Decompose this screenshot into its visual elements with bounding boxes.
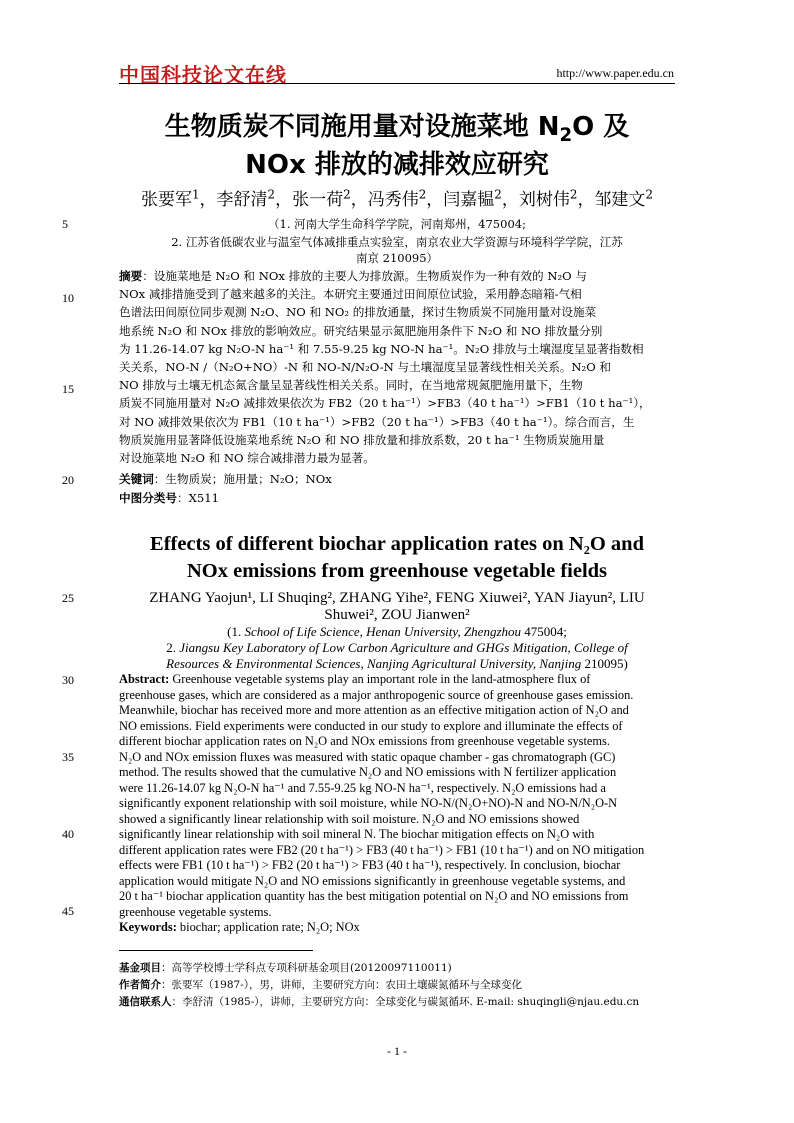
line-number: 10: [62, 291, 74, 305]
abstract-cn-line: 质炭不同施用量对 N₂O 减排效果依次为 FB2（20 t ha⁻¹）>FB3（40 t ha⁻¹）>FB1（10 t ha⁻¹），: [119, 396, 651, 411]
abstract-en-line: effects were FB1 (10 t ha⁻¹) > FB2 (20 t ha⁻¹) > FB3 (40 t ha⁻¹), respectively. In conclusion, biochar: [119, 858, 621, 872]
affiliation-cn-2b: 南京 210095）: [355, 251, 439, 265]
keywords-cn: 关键词：生物质炭；施用量；N₂O；NOx: [119, 472, 332, 486]
abstract-en-line: greenhouse vegetable systems.: [119, 904, 272, 919]
line-number: 25: [62, 591, 74, 605]
abstract-cn-line: 物质炭施用显著降低设施菜地系统 N₂O 和 NO 排放量和排放系数，20 t ha⁻¹ 生物质炭施用量: [119, 432, 605, 447]
abstract-cn-line: 对设施菜地 N₂O 和 NO 综合减排潜力最为显著。: [119, 451, 375, 466]
line-number: 5: [62, 217, 68, 231]
title-cn-line1: 生物质炭不同施用量对设施菜地 $N_2O$ 及: [164, 112, 630, 147]
author-cn: 邹建文$^2$: [594, 187, 654, 210]
affiliation-cn-2: 2. 江苏省低碳农业与温室气体减排重点实验室，南京农业大学资源与环境科学学院，江苏: [171, 235, 623, 249]
abstract-en-line: 20 t ha⁻¹ biochar application quantity has the best mitigation potential on N₂O and NO emissions from: [119, 889, 629, 903]
authors-en-line1: ZHANG Yaojun¹, LI Shuqing², ZHANG Yihe², FENG Xiuwei², YAN Jiayun², LIU: [149, 590, 645, 606]
footnote-divider: [119, 950, 313, 951]
affiliation-en-2b: Resources & Environmental Sciences, Nanjing Agricultural University, Nanjing 210095): [166, 656, 628, 671]
abstract-cn-line: 摘要：设施菜地是 N₂O 和 NOx 排放的主要人为排放源。生物质炭作为一种有效的 N₂O 与: [119, 269, 587, 283]
authors-cn: 张要军$^1$，李舒清$^2$，张一荷$^2$，冯秀伟$^2$，闫嘉韫$^2$，刘树伟$^2$，邹建文$^2$: [140, 187, 654, 210]
line-number: 45: [62, 904, 74, 918]
author-cn: 张要军$^1$: [140, 187, 200, 210]
author-cn: 张一荷$^2$: [292, 187, 351, 210]
line-number: 15: [62, 382, 74, 396]
keywords-cn-label: 关键词: [119, 472, 154, 486]
abstract-cn: [119, 267, 675, 467]
author-affiliation-mark: 2: [645, 187, 654, 202]
abstract-cn-line: 为 11.26-14.07 kg N₂O-N ha⁻¹ 和 7.55-9.25 kg NO-N ha⁻¹。N₂O 排放与土壤湿度呈显著指数相: [119, 341, 644, 356]
authors-en-line2: Shuwei², ZOU Jianwen²: [324, 607, 470, 623]
affiliation-en-2: 2. Jiangsu Key Laboratory of Low Carbon Agriculture and GHGs Mitigation, College of: [166, 640, 628, 655]
author-cn: 闫嘉韫$^2$: [443, 187, 502, 210]
abstract-en-line: greenhouse gases, which are considered as a major anthropogenic source of greenhouse gases emission.: [119, 687, 634, 702]
author-affiliation-mark: 2: [569, 187, 578, 202]
author-cn: 冯秀伟$^2$: [367, 187, 427, 210]
author-affiliation-mark: 2: [494, 187, 502, 202]
header-divider: [119, 83, 675, 84]
abstract-en-line: different biochar application rates on N₂O and NOx emissions from greenhouse vegetable systems.: [119, 734, 610, 748]
abstract-en-line: Meanwhile, biochar has received more and more attention as an effective mitigation action of N₂O and: [119, 703, 629, 717]
title-en-line1: Effects of different biochar application rates on N₂O and: [150, 533, 644, 555]
abstract-en-line: were 11.26-14.07 kg N₂O-N ha⁻¹ and 7.55-9.25 kg NO-N ha⁻¹, respectively. N₂O emissions had a: [119, 780, 606, 795]
footnote-fund: 基金项目：高等学校博士学科点专项科研基金项目(20120097110011): [119, 962, 452, 974]
affiliation-en-1: (1. School of Life Science, Henan University, Zhengzhou 475004;: [227, 624, 567, 639]
line-number: 30: [62, 673, 74, 687]
abstract-cn-line: 关关系，NO-N /（N₂O+NO）-N 和 NO-N/N₂O-N 与土壤湿度呈显著线性相关关系。N₂O 和: [119, 360, 611, 375]
keywords-en-label: Keywords:: [119, 920, 177, 934]
line-number: 40: [62, 827, 74, 841]
author-affiliation-mark: 2: [267, 187, 276, 202]
abstract-en-line: N₂O and NOx emission fluxes was measured with static opaque chamber - gas chromatograph (GC): [119, 749, 616, 764]
abstract-en-line: different application rates were FB2 (20 t ha⁻¹) > FB3 (40 t ha⁻¹) > FB1 (10 t ha⁻¹) and on NO mitigation: [119, 842, 645, 857]
author-affiliation-mark: 1: [191, 187, 200, 202]
footnote-contact: 通信联系人：李舒清（1985-），讲师，主要研究方向：全球变化与碳氮循环. E-mail: shuqingli@njau.edu.cn: [119, 996, 640, 1008]
abstract-en-line: NO emissions. Field experiments were conducted in our study to explore and illuminate the effects of: [119, 718, 623, 733]
abstract-en-line: significantly linear relationship with soil mineral N. The biochar mitigation effects on N₂O with: [119, 827, 595, 841]
abstract-en-line: significantly exponent relationship with soil moisture, while NO-N/(N₂O+NO)-N and NO-N/N₂O-N: [119, 796, 618, 810]
abstract-cn-line: 对 NO 减排效果依次为 FB1（10 t ha⁻¹）>FB2（20 t ha⁻¹）>FB3（40 t ha⁻¹）。综合而言，生: [119, 414, 635, 429]
header-url[interactable]: http://www.paper.edu.cn: [556, 66, 674, 80]
page-number: - 1 -: [387, 1044, 407, 1058]
abstract-cn-line: 色谱法田间原位同步观测 N₂O、NO 和 NO₂ 的排放通量，探讨生物质炭不同施用量对设施菜: [119, 305, 597, 320]
line-number: 35: [62, 750, 74, 764]
site-logo: 中国科技论文在线: [119, 63, 287, 87]
abstract-cn-label: 摘要: [119, 269, 143, 283]
abstract-cn-line: 地系统 N₂O 和 NOx 排放的影响效应。研究结果显示氮肥施用条件下 N₂O 和 NO 排放量分别: [119, 323, 603, 338]
affiliation-cn-1: （1. 河南大学生命科学学院，河南郑州，475004;: [268, 217, 526, 231]
footnote-author: 作者简介：张要军（1987-），男，讲师，主要研究方向：农田土壤碳氮循环与全球变化: [119, 979, 523, 991]
title-cn-line2: NOx 排放的减排效应研究: [245, 150, 549, 180]
abstract-en-label: Abstract:: [119, 672, 170, 686]
clc-cn-label: 中图分类号: [119, 491, 177, 505]
abstract-cn-line: NO 排放与土壤无机态氮含量呈显著线性相关关系。同时，在当地常规氮肥施用量下，生物: [119, 378, 583, 393]
abstract-en-line: Abstract: Greenhouse vegetable systems play an important role in the land-atmosphere flux of: [119, 672, 591, 686]
abstract-en-line: application would mitigate N₂O and NO emissions significantly in greenhouse vegetable systems, and: [119, 873, 626, 888]
line-number: 20: [62, 473, 74, 487]
abstract-en: [119, 672, 675, 936]
abstract-cn-line: NOx 减排措施受到了越来越多的关注。本研究主要通过田间原位试验，采用静态暗箱-气相: [119, 287, 582, 302]
clc-cn: 中图分类号：X511: [119, 491, 219, 505]
keywords-en: Keywords: biochar; application rate; N₂O; NOx: [119, 920, 360, 934]
author-cn: 李舒清$^2$: [216, 187, 276, 210]
abstract-en-line: method. The results showed that the cumulative N₂O and NO emissions with N fertilizer application: [119, 765, 617, 779]
abstract-en-line: showed a significantly linear relationship with soil moisture. N₂O and NO emissions showed: [119, 811, 580, 826]
author-affiliation-mark: 2: [343, 187, 351, 202]
title-en-line2: NOx emissions from greenhouse vegetable fields: [186, 560, 608, 582]
author-cn: 刘树伟$^2$: [518, 187, 578, 210]
author-affiliation-mark: 2: [418, 187, 427, 202]
